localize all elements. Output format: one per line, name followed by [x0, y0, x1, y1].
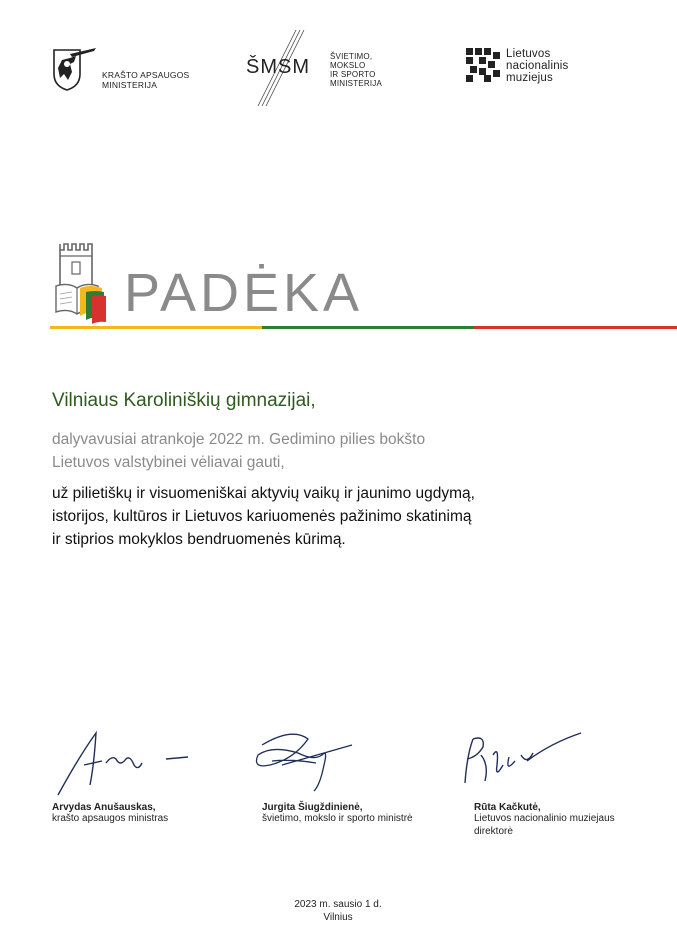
smsm-name-line3: IR SPORTO: [330, 70, 376, 79]
flag-bar-yellow: [50, 326, 262, 329]
signatory-1: [52, 802, 168, 826]
reason-line-1: dalyvavusiai atrankoje 2022 m. Gedimino pilies bokšto: [52, 431, 426, 448]
lnm-name-line1: Lietuvos: [506, 48, 551, 60]
smsm-name-line2: MOKSLO: [330, 61, 366, 70]
signatory-1-role: krašto apsaugos ministras: [52, 813, 169, 824]
recipient: Vilniaus Karoliniškių gimnazijai,: [52, 390, 316, 411]
flag-bar-green: [262, 326, 474, 329]
signature-2: [242, 725, 362, 795]
castle-tower-book-icon: [50, 240, 106, 324]
merit-line-1: už pilietiškų ir visuomeniškai aktyvių vaikų ir jaunimo ugdymą,: [52, 485, 475, 502]
lnm-logo: [466, 46, 626, 86]
smsm-abbreviation: ŠMSM: [246, 56, 310, 78]
signatory-3-name: Rūta Kačkutė,: [474, 802, 541, 813]
signature-1: [50, 725, 190, 800]
merit-line-2: istorijos, kultūros ir Lietuvos kariuomenės pažinimo skatinimą: [52, 508, 472, 525]
flag-bar-red: [474, 326, 677, 329]
smsm-name-line4: MINISTERIJA: [330, 79, 382, 88]
signatory-2-name: Jurgita Šiugždinienė,: [262, 802, 363, 813]
signatory-3-role-line2: direktorė: [474, 825, 513, 837]
signatory-3-role-line1: Lietuvos nacionalinio muziejaus: [474, 813, 615, 824]
kam-logo: [50, 44, 200, 92]
lnm-name-line3: muziejus: [506, 72, 553, 84]
footer: [238, 898, 438, 924]
signature-3: [455, 725, 595, 795]
smsm-logo: [246, 28, 406, 108]
signatory-2: [262, 802, 413, 826]
lnm-pixel-logo-icon: [466, 48, 500, 82]
smsm-name-line1: ŠVIETIMO,: [330, 52, 373, 61]
vytis-coat-of-arms-icon: [50, 44, 100, 92]
signatory-1-name: Arvydas Anušauskas,: [52, 802, 156, 813]
signatory-3: [474, 802, 615, 838]
kam-name-line1: KRAŠTO APSAUGOS: [102, 70, 190, 80]
footer-place: Vilnius: [323, 912, 353, 923]
page-title: PADĖKA: [124, 263, 364, 323]
footer-date: 2023 m. sausio 1 d.: [294, 899, 382, 910]
reason-line-2: Lietuvos valstybinei vėliavai gauti,: [52, 454, 285, 471]
lnm-name-line2: nacionalinis: [506, 60, 569, 72]
kam-name-line2: MINISTERIJA: [102, 80, 158, 90]
signatory-2-role: švietimo, mokslo ir sporto ministrė: [262, 813, 413, 824]
merit-line-3: ir stiprios mokyklos bendruomenės kūrimą.: [52, 531, 346, 548]
